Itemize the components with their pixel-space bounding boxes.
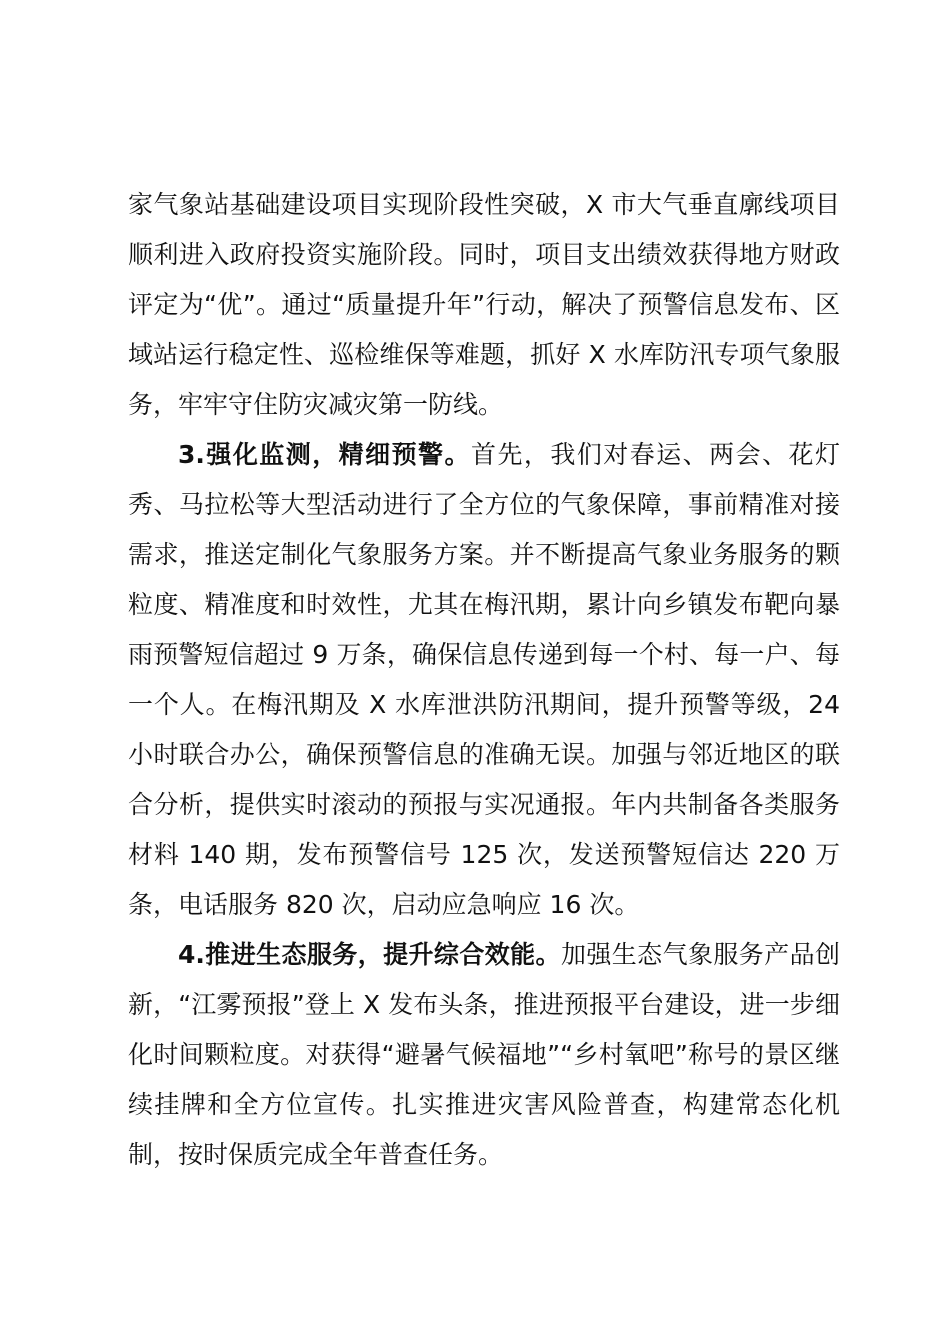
paragraph-section-4 [128,930,840,1180]
document-page [128,180,840,1180]
paragraph-continuation [128,180,840,430]
paragraph-body: 加强生态气象服务产品创新，“江雾预报”登上 X 发布头条，推进预报平台建设，进一步细化时间颗粒度。对获得“避暑气候福地”“乡村氧吧”称号的景区继续挂牌和全方位宣传。扎实推进灾害风险普查，构建常态化机制，按时保质完成全年普查任务。 [128,940,840,1169]
section-heading: 3.强化监测，精细预警。 [178,440,471,469]
paragraph-body: 家气象站基础建设项目实现阶段性突破，X 市大气垂直廓线项目顺利进入政府投资实施阶段。同时，项目支出绩效获得地方财政评定为“优”。通过“质量提升年”行动，解决了预警信息发布、区域站运行稳定性、巡检维保等难题，抓好 X 水库防汛专项气象服务，牢牢守住防灾减灾第一防线。 [128,190,840,419]
paragraph-body: 首先，我们对春运、两会、花灯秀、马拉松等大型活动进行了全方位的气象保障，事前精准对接需求，推送定制化气象服务方案。并不断提高气象业务服务的颗粒度、精准度和时效性，尤其在梅汛期，累计向乡镇发布靶向暴雨预警短信超过 9 万条，确保信息传递到每一个村、每一户、每一个人。在梅汛期及 X 水库泄洪防汛期间，提升预警等级，24 小时联合办公，确保预警信息的准确无误。加强与邻近地区的联合分析，提供实时滚动的预报与实况通报。年内共制备各类服务材料 140 期，发布预警信号 125 次，发送预警短信达 220 万条，电话服务 820 次，启动应急响应 16 次。 [128,440,840,919]
paragraph-section-3 [128,430,840,930]
section-heading: 4.推进生态服务，提升综合效能。 [178,940,561,969]
